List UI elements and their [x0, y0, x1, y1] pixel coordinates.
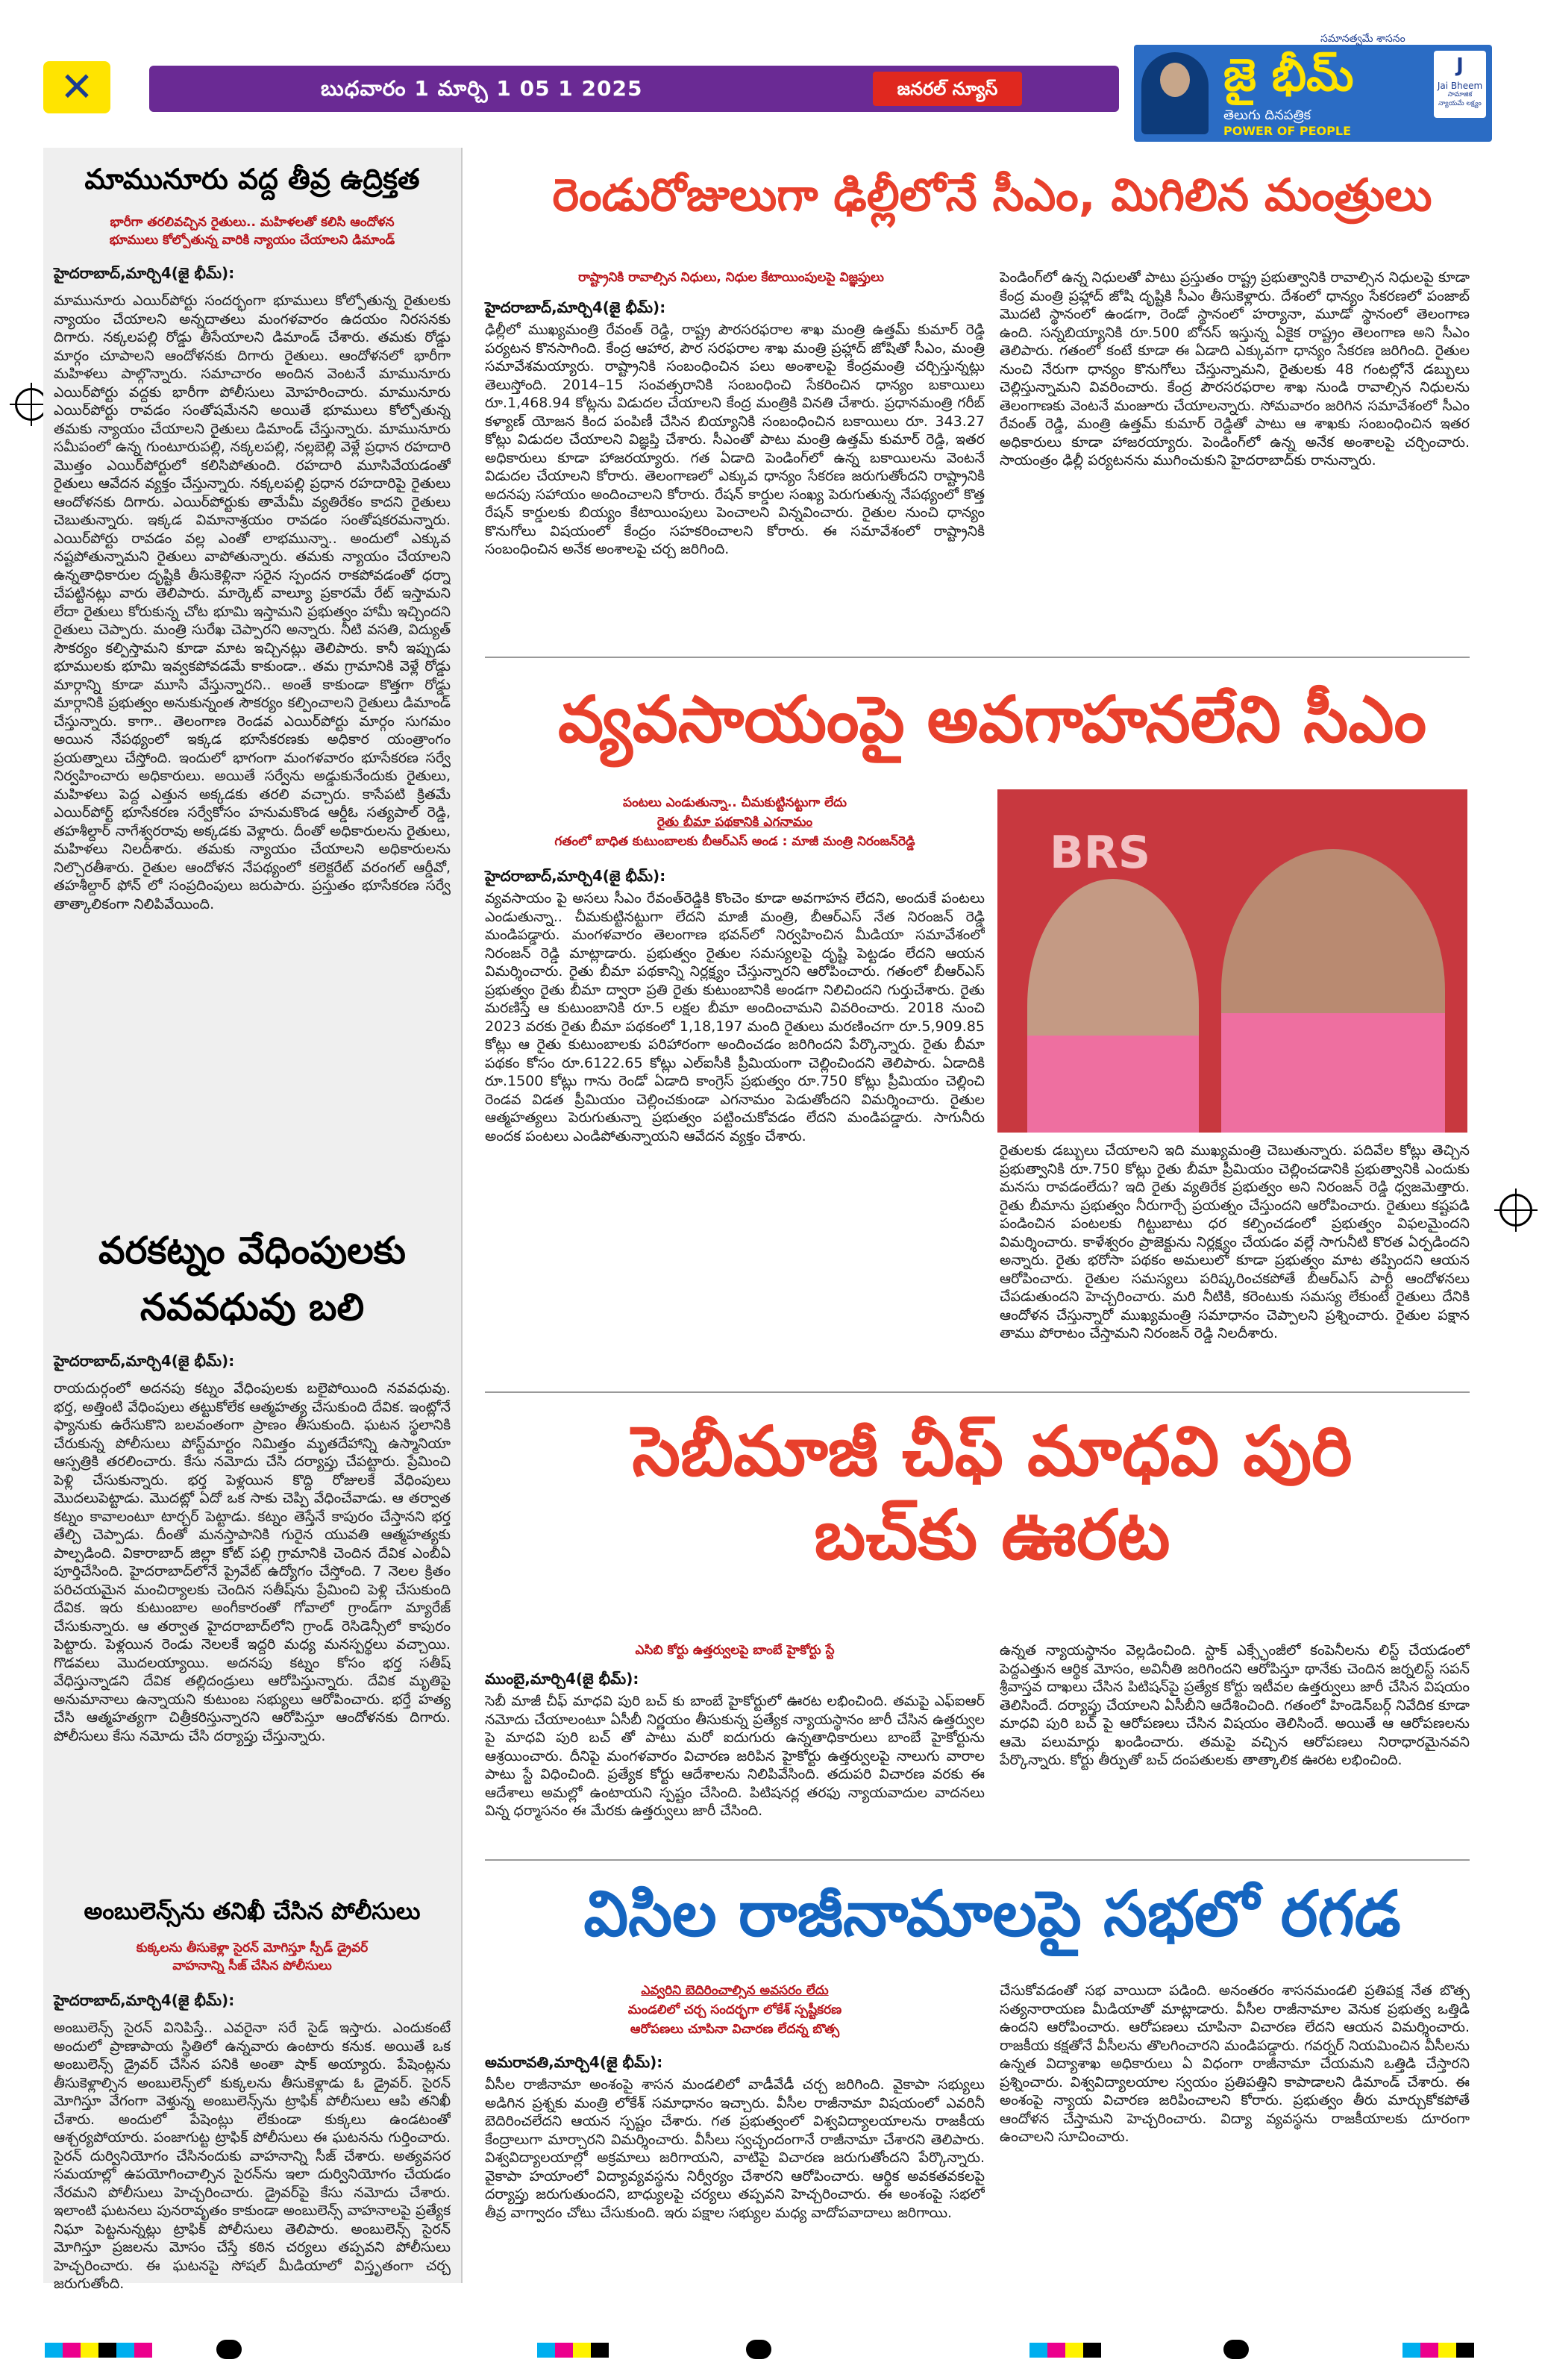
story-subheading: భూములు కోల్పోతున్న వారికి న్యాయం చేయాలని డిమాండ్ [109, 233, 395, 248]
brand-power: POWER OF PEOPLE [1223, 124, 1352, 138]
article1-subheading: రాష్ట్రానికి రావాల్సిన నిధులు, నిధుల కేటాయింపులపై విజ్ఞప్తులు [578, 270, 884, 285]
article1-body-col2: పెండింగ్‌లో ఉన్న నిధులతో పాటు ప్రస్తుతం రాష్ట్ర ప్రభుత్వానికి రావాల్సిన నిధులపై కూడా కేంద్ర మంత్రి ప్రహ్లాద్ జోషి దృష్టికి సీఎం తీసుకెళ్లారు. దేశంలో ధాన్యం సేకరణలో పంజాబ్ మొదటి స్థానంలో ఉండగా, రెండో స్థానంలో హర్యానా, మూడో స్థానంలో తెలంగాణ ఉంది. సన్నబియ్యానికి రూ.500 బోనస్ ఇస్తున్న ఏకైక రాష్ట్రం తెలంగాణ అని సీఎం తెలిపారు. గతంలో కంటే కూడా ఈ ఏడాది ఎక్కువగా ధాన్యం సేకరణ జరిగింది. రైతుల నుంచి నేరుగా ధాన్యం కొనుగోలు చేస్తున్నామని, రైతులకు 48 గంటల్లోనే డబ్బులు చెల్లిస్తున్నామని వివరించారు. కేంద్ర పౌరసరఫరాల శాఖ నుండి రావాల్సిన నిధులను తెలంగాణకు వెంటనే మంజూరు చేయాలన్నారు. సోమవారం జరిగిన సమావేశంలో సీఎం రేవంత్ రెడ్డి, మంత్రి ఉత్తమ్ కుమార్ రెడ్డితో పాటు ఆ శాఖకు సంబంధించిన ఇతర అధికారులు కూడా హాజరయ్యారు. పెండింగ్‌లో ఉన్న అనేక అంశాలపై చర్చించారు. సాయంత్రం ఢిల్లీ పర్యటనను ముగించుకుని హైదరాబాద్‌కు రానున్నారు. [1000, 269, 1470, 469]
small-logo-text: Jai Bheem [1437, 81, 1483, 91]
photo-banner-text: BRS [1050, 827, 1151, 879]
section-label: జనరల్ న్యూస్ [873, 72, 1022, 106]
story-body: రాయదుర్గంలో అదనపు కట్నం వేధింపులకు బలైపోయింది నవవధువు. భర్త, అత్తింటి వేధింపులు తట్టుకోలేక ఆత్మహత్య చేసుకుంది దేవిక. ఇంట్లోనే ఫ్యానుకు ఉరేసుకొని బలవంతంగా ప్రాణం తీసుకుంది. ఘటన స్థలానికి చేరుకున్న పోలీసులు పోస్ట్‌మార్టం నిమిత్తం మృతదేహాన్ని ఉస్మానియా ఆస్పత్రికి తరలించారు. కేసు నమోదు చేసి దర్యాప్తు చేపట్టారు. ప్రేమించి పెళ్లి చేసుకున్నారు. భర్త పెళ్లయిన కొద్ది రోజులకే వేధింపులు మొదలుపెట్టాడు. మొదట్లో ఏదో ఒక సాకు చెప్పి వేధించేవాడు. ఆ తర్వాత కట్నం కావాలంటూ టార్చర్ పెట్టాడు. కట్నం తెస్తేనే కాపురం చేస్తానని భర్త తేల్చి చెప్పాడు. దీంతో మనస్తాపానికి గురైన యువతి ఆత్మహత్యకు పాల్పడింది. వికారాబాద్ జిల్లా కోట్ పల్లి గ్రామానికి చెందిన దేవిక ఎంబీఏ పూర్తిచేసింది. హైదరాబాద్‌లోనే ప్రైవేట్ ఉద్యోగం చేస్తోంది. 7 నెలల క్రితం పరిచయమైన మంచిర్యాలకు చెందిన సతీష్‌ను ప్రేమించి పెళ్లి చేసుకుంది దేవిక. ఇరు కుటుంబాల అంగీకారంతో గోవాలో గ్రాండ్‌గా మ్యారేజ్ చేసుకున్నారు. ఆ తర్వాత హైదరాబాద్‌లోని గ్రాండ్ రెసిడెన్సీలో కాపురం పెట్టారు. పెళ్లయిన రెండు నెలలకే ఇద్దరి మధ్య మనస్పర్థలు వచ్చాయి. గొడవలు మొదలయ్యాయి. అదనపు కట్నం కోసం భర్త సతీష్ వేధిస్తున్నాడని దేవిక తల్లిదండ్రులు ఆరోపిస్తున్నారు. దేవిక మృతిపై అనుమానాలు ఉన్నాయని కుటుంబ సభ్యులు ఆరోపించారు. భర్తే హత్య చేసి ఆత్మహత్యగా చిత్రీకరిస్తున్నారని ఆరోపిస్తూ ఆందోళనకు దిగారు. పోలీసులు కేసు నమోదు చేసి దర్యాప్తు చేస్తున్నారు. [54, 1380, 451, 1744]
issue-date: బుధవారం 1 మార్చి 1 05 1 2025 [321, 76, 643, 101]
header-bar [149, 66, 1119, 112]
story-title: వరకట్నం వేధింపులకు నవవధువు బలి [98, 1229, 406, 1329]
article4-subheading: మండలిలో చర్చ సందర్భగా లోకేశ్ స్పష్టీకరణ [627, 2002, 842, 2017]
portrait-icon [1141, 52, 1209, 134]
article2-subheading: రైతు బీమా పథకానికి ఎగనామం [656, 815, 813, 830]
article2-body-col1: వ్యవసాయం పై అసలు సీఎం రేవంత్‌రెడ్డికి కొంచెం కూడా అవగాహన లేదని, అందుకే పంటలు ఎండుతున్నా.. చీమకుట్టినట్టుగా లేదని మాజీ మంత్రి, బీఆర్ఎస్ నేత నిరంజన్ రెడ్డి మండిపడ్డారు. మంగళవారం తెలంగాణ భవన్‌లో నిర్వహించిన మీడియా సమావేశంలో నిరంజన్ రెడ్డి మాట్లాడారు. ప్రభుత్వం రైతుల సమస్యలపై దృష్టి పెట్టడం లేదని ఆయన విమర్శించారు. రైతు బీమా పథకాన్ని నిర్లక్ష్యం చేస్తున్నారని ఆరోపించారు. గతంలో బీఆర్ఎస్ ప్రభుత్వం రైతు బీమా ద్వారా ప్రతి రైతు కుటుంబానికి అండగా నిలిచిందని గుర్తుచేశారు. రైతు మరణిస్తే ఆ కుటుంబానికి రూ.5 లక్షల బీమా అందించామని వివరించారు. 2018 నుంచి 2023 వరకు రైతు బీమా పథకంలో 1,18,197 మంది రైతులు మరణించగా రూ.5,909.85 కోట్లు ఆ రైతు కుటుంబాలకు పరిహారంగా అందించడం జరిగిందని పేర్కొన్నారు. రైతు బీమా పథకం కోసం రూ.6122.65 కోట్లు ఎల్ఐసీకి ప్రీమియంగా చెల్లించిందని తెలిపారు. ఏడాదికి రూ.1500 కోట్లు గాను రెండో ఏడాది కాంగ్రెస్ ప్రభుత్వం రూ.750 కోట్లు ప్రీమియం చెల్లించి రెండవ విడత ప్రీమియం చెల్లించకుండా ఎగనామం పెడుతోందని విమర్శించారు. రైతుల ఆత్మహత్యలు పెరుగుతున్నా ప్రభుత్వం పట్టించుకోవడం లేదని మండిపడ్డారు. సాగునీరు అందక పంటలు ఎండిపోతున్నాయని ఆవేదన వ్యక్తం చేశారు. [485, 890, 985, 1144]
article1-headline: రెండురోజులుగా ఢిల్లీలోనే సీఎం, మిగిలిన మంత్రులు [552, 169, 1432, 222]
masthead-brand [1134, 45, 1492, 142]
article3-subheading: ఎసిబి కోర్టు ఉత్తర్వులపై బాంబే హైకోర్టు స్టే [635, 1643, 835, 1658]
story-dateline: హైదరాబాద్,మార్చి4(జై భీమ్): [54, 1352, 235, 1370]
article1-dateline: హైదరాబాద్,మార్చి4(జై భీమ్): [485, 298, 666, 316]
article2-body-col2: రైతులకు డబ్బులు చేయాలని ఇది ముఖ్యమంత్రి చెబుతున్నారు. పదివేల కోట్లు తెచ్చిన ప్రభుత్వానికి రూ.750 కోట్లు రైతు బీమా ప్రీమియం చెల్లించడానికి ప్రభుత్వానికి ఎందుకు మనసు రావడంలేదు? ఇది రైతు వ్యతిరేక ప్రభుత్వం అని నిరంజన్ రెడ్డి ధ్వజమెత్తారు. రైతు బీమాను ప్రభుత్వం నీరుగార్చే ప్రయత్నం చేస్తుందని ఆరోపించారు. రైతులు కష్టపడి పండించిన పంటలకు గిట్టుబాటు ధర కల్పించడంలో ప్రభుత్వం విఫలమైందని విమర్శించారు. కాళేశ్వరం ప్రాజెక్టును నిర్లక్ష్యం చేయడం వల్లే సాగునీటి కొరత ఏర్పడిందని అన్నారు. రైతు భరోసా పథకం అమలులో కూడా ప్రభుత్వం మాట తప్పిందని ఆయన ఆరోపించారు. రైతుల సమస్యలు పరిష్కరించకపోతే బీఆర్ఎస్ పార్టీ ఆందోళనలు చేపడుతుందని హెచ్చరించారు. మరి నీటికి, కరెంటుకు సమస్య లేకుంటే రైతులు దేనికి ఆందోళన చేస్తున్నారో ముఖ్యమంత్రి సమాధానం చెప్పాలని ప్రశ్నించారు. రైతుల పక్షాన తాము పోరాటం చేస్తామని నిరంజన్ రెడ్డి నిలదీశారు. [1000, 1142, 1470, 1341]
article2-dateline: హైదరాబాద్,మార్చి4(జై భీమ్): [485, 867, 666, 885]
sidebar-story-ambulance [54, 1898, 451, 2302]
story-title: మామునూరు వద్ద తీవ్ర ఉద్రిక్తత [84, 163, 420, 195]
story-dateline: హైదరాబాద్,మార్చి4(జై భీమ్): [54, 264, 235, 282]
article4-dateline: అమరావతి,మార్చి4(జై భీమ్): [485, 2053, 663, 2071]
article2-headline: వ్యవసాయంపై అవగాహనలేని సీఎం [557, 683, 1427, 757]
sidebar-story-farmers [54, 163, 451, 1101]
divider [485, 1391, 1470, 1393]
article4-headline: విసిల రాజీనామాలపై సభలో రగడ [583, 1877, 1401, 1950]
pink-scarf [1221, 1013, 1445, 1133]
brand-top-slogan: సమానత్వమే శాసనం [1320, 33, 1405, 45]
divider [485, 1859, 1470, 1861]
story-body: అంబులెన్స్ సైరన్ వినిపిస్తే.. ఎవరైనా సరే సైడ్ ఇస్తారు. ఎందుకంటే అందులో ప్రాణాపాయ స్థితిలో ఉన్నవారు ఉంటారు కనుక. అయితే ఒక అంబులెన్స్ డ్రైవర్ చేసిన పనికి అంతా షాక్ అయ్యారు. పేషెంట్లను తీసుకెళ్లాల్సిన అంబులెన్స్‌లో కుక్కలను తీసుకెళ్లాడు ఓ డ్రైవర్. సైరన్ మోగిస్తూ వేగంగా వెళ్తున్న అంబులెన్స్‌ను ట్రాఫిక్ పోలీసులు ఆపి తనిఖీ చేశారు. అందులో పేషెంట్లు లేకుండా కుక్కలు ఉండటంతో ఆశ్చర్యపోయారు. పంజాగుట్ట ట్రాఫిక్ పోలీసులు ఈ ఘటనను గుర్తించారు. సైరన్ దుర్వినియోగం చేసినందుకు వాహనాన్ని సీజ్ చేశారు. అత్యవసర సమయాల్లో ఉపయోగించాల్సిన సైరన్‌ను ఇలా దుర్వినియోగం చేయడం నేరమని పోలీసులు హెచ్చరించారు. డ్రైవర్‌పై కేసు నమోదు చేశారు. ఇలాంటి ఘటనలు పునరావృతం కాకుండా అంబులెన్స్ వాహనాలపై ప్రత్యేక నిఘా పెట్టనున్నట్లు ట్రాఫిక్ పోలీసులు తెలిపారు. అంబులెన్స్ సైరన్ మోగిస్తూ ప్రజలను మోసం చేస్తే కఠిన చర్యలు తప్పవని పోలీసులు హెచ్చరించారు. ఈ ఘటనపై సోషల్ మీడియాలో విస్తృతంగా చర్చ జరుగుతోంది. [54, 2020, 451, 2292]
brand-name: జై భీమ్ [1223, 49, 1354, 101]
story-dateline: హైదరాబాద్,మార్చి4(జై భీమ్): [54, 1991, 235, 2009]
article3-headline-line2: బచ్‌కు ఊరట [814, 1495, 1170, 1575]
story-title: అంబులెన్స్‌ను తనిఖీ చేసిన పోలీసులు [84, 1898, 421, 1925]
article4-body-col1: వీసీల రాజీనామా అంశంపై శాసన మండలిలో వాడీవేడీ చర్చ జరిగింది. వైకాపా సభ్యులు అడిగిన ప్రశ్నకు మంత్రి లోకేశ్ సమాధానం ఇచ్చారు. వీసీల రాజీనామా విషయంలో ఎవరినీ బెదిరించలేదని ఆయన స్పష్టం చేశారు. గత ప్రభుత్వంలో విశ్వవిద్యాలయాలను రాజకీయ కేంద్రాలుగా మార్చారని విమర్శించారు. వీసీలు స్వచ్ఛందంగానే రాజీనామా చేశారని తెలిపారు. విశ్వవిద్యాలయాల్లో అక్రమాలు జరిగాయని, వాటిపై విచారణ జరుగుతోందని పేర్కొన్నారు. వైకాపా హయాంలో విద్యావ్యవస్థను నిర్వీర్యం చేశారని ఆరోపించారు. ఆర్థిక అవకతవకలపై దర్యాప్తు జరుగుతుందని, బాధ్యులపై చర్యలు తప్పవని హెచ్చరించారు. ఈ అంశంపై సభలో తీవ్ర వాగ్వాదం చోటు చేసుకుంది. ఇరు పక్షాల సభ్యుల మధ్య వాదోపవాదాలు జరిగాయి. [485, 2076, 985, 2221]
sidebar-story-dowry [54, 1222, 451, 1947]
sidebar [43, 148, 463, 2292]
story-subheading: కుక్కలను తీసుకెళ్లా సైరన్ మోగిస్తూ స్పీడ్ డ్రైవర్ [136, 1941, 369, 1955]
article2-subheading: పంటలు ఎండుతున్నా.. చీమకుట్టినట్టుగా లేదు [622, 795, 847, 810]
article4-body-col2: చేసుకోవడంతో సభ వాయిదా పడింది. అనంతరం శాసనమండలి ప్రతిపక్ష నేత బొత్స సత్యనారాయణ మీడియాతో మాట్లాడారు. వీసీల రాజీనామాల వెనుక ప్రభుత్వ ఒత్తిడి ఉందని ఆరోపించారు. ఆరోపణలు చూపినా విచారణ లేదని ఆయన విమర్శించారు. రాజకీయ కక్షతోనే వీసీలను తొలగించారని మండిపడ్డారు. గవర్నర్ నియమించిన వీసీలను ఉన్నత విద్యాశాఖ అధికారులు ఏ విధంగా రాజీనామా చేయమని ఒత్తిడి చేస్తారని ప్రశ్నించారు. విశ్వవిద్యాలయాల స్వయం ప్రతిపత్తిని కాపాడాలని డిమాండ్ చేశారు. ఈ అంశంపై న్యాయ విచారణ జరిపించాలని కోరారు. ప్రభుత్వం తీరు మార్చుకోకపోతే ఆందోళన చేస్తామని హెచ్చరించారు. విద్యా వ్యవస్థను రాజకీయాలకు దూరంగా ఉంచాలని సూచించారు. [1000, 1982, 1470, 2145]
divider [485, 657, 1470, 658]
article3-headline-line1: సెబీమాజీ చీఫ్ మాధవి పురి [632, 1412, 1353, 1491]
article3-body-col1: సెబీ మాజీ చీఫ్ మాధవి పురి బచ్ కు బాంబే హైకోర్టులో ఊరట లభించింది. తమపై ఎఫ్‌ఐఆర్ నమోదు చేయాలంటూ ఏసీబీ నిర్ణయం తీసుకున్న ప్రత్యేక న్యాయస్థానం జారీ చేసిన ఉత్తర్వుల పై మాధవి పురి బచ్ తో పాటు మరో ఐదుగురు ఉన్నతాధికారులు బాంబే హైకోర్టును ఆశ్రయించారు. దీనిపై మంగళవారం విచారణ జరిపిన హైకోర్టు ఉత్తర్వులపై నాలుగు వారాల పాటు స్టే విధించింది. ప్రత్యేక కోర్టు ఆదేశాలను నిలిపివేసింది. తదుపరి విచారణ వరకు ఈ ఆదేశాలు అమల్లో ఉంటాయని స్పష్టం చేసింది. పిటిషనర్ల తరఫు న్యాయవాదుల వాదనలు విన్న ధర్మాసనం ఈ మేరకు ఉత్తర్వులు జారీ చేసింది. [485, 1693, 985, 1819]
story-body: మామునూరు ఎయిర్‌పోర్టు సందర్భంగా భూములు కోల్పోతున్న రైతులకు న్యాయం చేయాలని అన్నదాతలు మంగళవారం ఉదయం నిరసనకు దిగారు. నక్కలపల్లి రోడ్డు తీసేయాలని డిమాండ్ చేశారు. తమకు రోడ్డు మార్గం చూపాలని ఆందోళనకు దిగారు రైతులు. ఆందోళనలో భారీగా మహిళలు పాల్గొన్నారు. సమాచారం అందిన వెంటనే మామునూరు ఎయిర్‌పోర్టు వద్దకు భారీగా పోలీసులు మోహరించారు. మామునూరు ఎయిర్‌పోర్టు రావడం సంతోషమేనని అయితే భూములు కోల్పోతున్న తమకు న్యాయం చేయాలని రైతులు డిమాండ్ చేస్తున్నారు. మామునూరు సమీపంలో ఉన్న గుంటూరుపల్లి, నక్కలపల్లి, నల్లబెల్లి వెళ్లే ప్రధాన రహదారి మొత్తం ఎయిర్‌పోర్టులో కలిసిపోతుంది. రహదారి మూసివేయడంతో రైతులు ఆవేదన వ్యక్తం చేస్తున్నారు. నక్కలపల్లి ప్రధాన రహదారిపై రైతులు ఆందోళనకు దిగారు. ఎయిర్‌పోర్టుకు తామేమీ వ్యతిరేకం కాదని రైతులు చెబుతున్నారు. ఇక్కడ విమానాశ్రయం రావడం సంతోషకరమన్నారు. ఎయిర్‌పోర్టు రావడం వల్ల ఎంతో లాభమున్నా.. అందులో ఎక్కువ నష్టపోతున్నామని రైతులు వాపోతున్నారు. తమకు న్యాయం చేయాలని ఉన్నతాధికారుల దృష్టికి తీసుకెళ్లినా సరైన స్పందన రాకపోవడంతో ధర్నా చేపట్టినట్లు వారు తెలిపారు. మార్కెట్ వాల్యూ ప్రకారమే రేట్ ఇస్తామని లేదా రైతులు కోరుకున్న చోట భూమి ఇస్తామని ప్రభుత్వం హామీ ఇచ్చిందని రైతులు చెప్పారు. మంత్రి సురేఖ చెప్పారని అన్నారు. నీటి వసతి, విద్యుత్ సౌకర్యం కల్పిస్తామని కూడా మాట ఇచ్చినట్లు తెలిపారు. కానీ ఇప్పుడు భూములకు భూమి ఇవ్వకపోవడమే కాకుండా.. తమ గ్రామానికి వెళ్లే రోడ్డు మార్గాన్ని కూడా మూసి వేస్తున్నారని.. అంతే కాకుండా కొత్తగా రోడ్డు మార్గానికి ప్రభుత్వం అనుకున్నంత సౌకర్యం కల్పించాలని రైతులు డిమాండ్ చేస్తున్నారు. కాగా.. తెలంగాణ రెండవ ఎయిర్‌పోర్టు మార్గం సుగమం అయిన నేపథ్యంలో ఇక్కడ భూసేకరణకు అధికార యంత్రాంగం ప్రయత్నాలు చేస్తోంది. ఇందులో భాగంగా మంగళవారం భూసేకరణ సర్వే నిర్వహించారు అధికారులు. అయితే సర్వేను అడ్డుకునేందుకు రైతులు, మహిళలు పెద్ద ఎత్తున అక్కడకు తరలి వచ్చారు. కాసేపటి క్రితమే ఎయిర్‌పోర్ట్ భూసేకరణ సర్వేకోసం హనుమకొండ ఆర్డీఓ సత్యపాల్ రెడ్డి, తహశీల్దార్ నాగేశ్వరరావు అక్కడకు వెళ్లారు. దీంతో అధికారులను రైతులు, మహిళలు నిలదీశారు. తమకు న్యాయం చేయాలని అధికారులను నిల్చొరతీశారు. రైతుల ఆందోళన నేపథ్యంలో కలెక్టరేట్ వరంగల్ ఆర్డీవో, తహశీల్దార్ ఫోన్ లో సంప్రదింపులు జరుపారు. ప్రస్తుతం భూసేకరణ సర్వే తాత్కాలికంగా నిలిపివేయింది. [54, 292, 451, 912]
story-subheading: వాహనాన్ని సీజ్ చేసిన పోలీసులు [172, 1958, 332, 1973]
press-meet-photo [997, 789, 1467, 1133]
article1-body-col1: ఢిల్లీలో ముఖ్యమంత్రి రేవంత్ రెడ్డి, రాష్ట్ర పౌరసరఫరాల శాఖ మంత్రి ఉత్తమ్ కుమార్ రెడ్డి పర్యటన కొనసాగింది. కేంద్ర ఆహార, పౌర సరఫరాల శాఖ మంత్రి ప్రహ్లాద్ జోషితో సీఎం, మంత్రి సమావేశమయ్యారు. రాష్ట్రానికి సంబంధించిన పలు అంశాలపై కేంద్రమంత్రి చర్చిస్తున్నట్లు తెలుస్తోంది. 2014–15 సంవత్సరానికి సంబంధించి సేకరించిన ధాన్యం బకాయిలు రూ.1,468.94 కోట్లను విడుదల చేయాలని కేంద్ర మంత్రికి వినతి చేశారు. ప్రధానమంత్రి గరీబ్ కళ్యాణ్ యోజన కింద పంపిణీ చేసిన బియ్యానికి సంబంధించిన బకాయిలు రూ. 343.27 కోట్లు విడుదల చేయాలని విజ్ఞప్తి చేశారు. సీఎంతో పాటు మంత్రి ఉత్తమ్ కుమార్ రెడ్డి, ఇతర అధికారులు కూడా హాజరయ్యారు. గత ఏడాది పెండింగ్‌లో ఉన్న బకాయిలను వెంటనే విడుదల చేయాలని కోరారు. తెలంగాణలో ఎక్కువ ధాన్యం సేకరణ జరుగుతోందని రాష్ట్రానికి అదనపు సహాయం అందించాలని కోరారు. రేషన్ కార్డుల సంఖ్య పెరుగుతున్న నేపథ్యంలో కొత్త రేషన్ కార్డులకు బియ్యం కేటాయింపులు పెంచాలని విన్నవించారు. రైతుల నుంచి ధాన్యం కొనుగోలు విషయంలో కేంద్రం సహకరించాలని కోరారు. ఈ సమావేశంలో రాష్ట్రానికి సంబంధించిన అనేక అంశాలపై చర్చ జరిగింది. [485, 322, 985, 557]
article4-subheading: ఎవ్వరిని బెదిరించాల్సిన అవసరం లేదు [641, 1983, 829, 1998]
small-logo-sub: సామాజిక న్యాయమే లక్ష్యం [1438, 91, 1482, 107]
article3-dateline: ముంబై,మార్చి4(జై భీమ్): [485, 1670, 639, 1688]
article4-subheading: ఆరోపణలు చూపినా విచారణ లేదన్న బొత్స [630, 2022, 840, 2037]
small-logo: J Jai Bheem సామాజిక న్యాయమే లక్ష్యం [1434, 51, 1486, 118]
story-subheading: భారీగా తరలివచ్చిన రైతులు.. మహిళలతో కలిసి ఆందోళన [110, 215, 395, 230]
pink-scarf [1027, 1036, 1199, 1133]
paper-logo-icon: ✕ [43, 61, 110, 113]
brand-tagline: తెలుగు దినపత్రిక [1223, 107, 1311, 123]
article2-subheading: గతంలో బాధిత కుటుంబాలకు బీఆర్ఎస్ అండ : మాజీ మంత్రి నిరంజన్‌రెడ్డి [554, 834, 915, 849]
registration-mark-right [1499, 1194, 1532, 1227]
article3-body-col2: ఉన్నత న్యాయస్థానం వెల్లడించింది. స్టాక్ ఎక్స్ఛేంజీలో కంపెనీలను లిస్ట్ చేయడంలో పెద్దఎత్తున ఆర్థిక మోసం, అవినీతి జరిగిందని ఆరోపిస్తూ థానేకు చెందిన జర్నలిస్ట్ సపన్ శ్రీవాస్తవ దాఖలు చేసిన పిటిషన్‌పై ప్రత్యేక కోర్టు ఇటీవల ఉత్తర్వులు జారీ చేసిన విషయం తెలిసిందే. దర్యాప్తు చేయాలని ఏసీబీని ఆదేశించింది. గతంలో హిండెన్‌బర్గ్ నివేదిక కూడా మాధవి పురి బచ్ పై ఆరోపణలు చేసిన విషయం తెలిసిందే. అయితే ఆ ఆరోపణలను ఆమె పలుమార్లు ఖండించారు. తమపై వచ్చిన ఆరోపణలు నిరాధారమైనవని పేర్కొన్నారు. కోర్టు తీర్పుతో బచ్ దంపతులకు తాత్కాలిక ఊరట లభించింది. [1000, 1642, 1470, 1768]
